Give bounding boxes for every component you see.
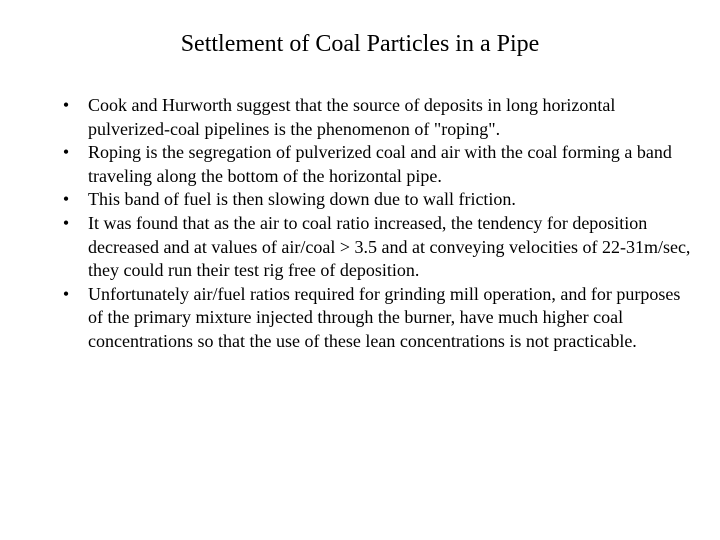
bullet-icon: • xyxy=(62,283,70,304)
bullet-item xyxy=(56,212,696,283)
bullet-item xyxy=(56,94,696,141)
bullet-icon: • xyxy=(62,142,70,163)
bullet-text: This band of fuel is then slowing down due to wall friction. xyxy=(88,189,516,210)
bullet-icon: • xyxy=(62,212,70,233)
bullet-list xyxy=(56,94,696,354)
bullet-item xyxy=(56,188,696,212)
bullet-icon: • xyxy=(62,95,70,115)
bullet-item xyxy=(56,141,696,188)
bullet-text: Roping is the segregation of pulverized coal and air with the coal forming a band traveling along the bottom of the horizontal pipe. xyxy=(88,142,672,186)
bullet-item xyxy=(56,283,696,354)
bullet-text: Unfortunately air/fuel ratios required for grinding mill operation, and for purposes of the primary mixture injected through the burner, have much higher coal concentrations so that the use of these lean concentrations is not practicable. xyxy=(88,283,681,351)
bullet-icon: • xyxy=(62,189,70,210)
slide-title: Settlement of Coal Particles in a Pipe xyxy=(180,31,540,57)
bullet-text: Cook and Hurworth suggest that the source of deposits in long horizontal pulverized-coal pipelines is the phenomenon of "roping". xyxy=(88,95,616,139)
bullet-text: It was found that as the air to coal ratio increased, the tendency for deposition decreased and at values of air/coal > 3.5 and at conveying velocities of 22-31m/sec, they could run their test rig free of deposition. xyxy=(88,212,691,281)
